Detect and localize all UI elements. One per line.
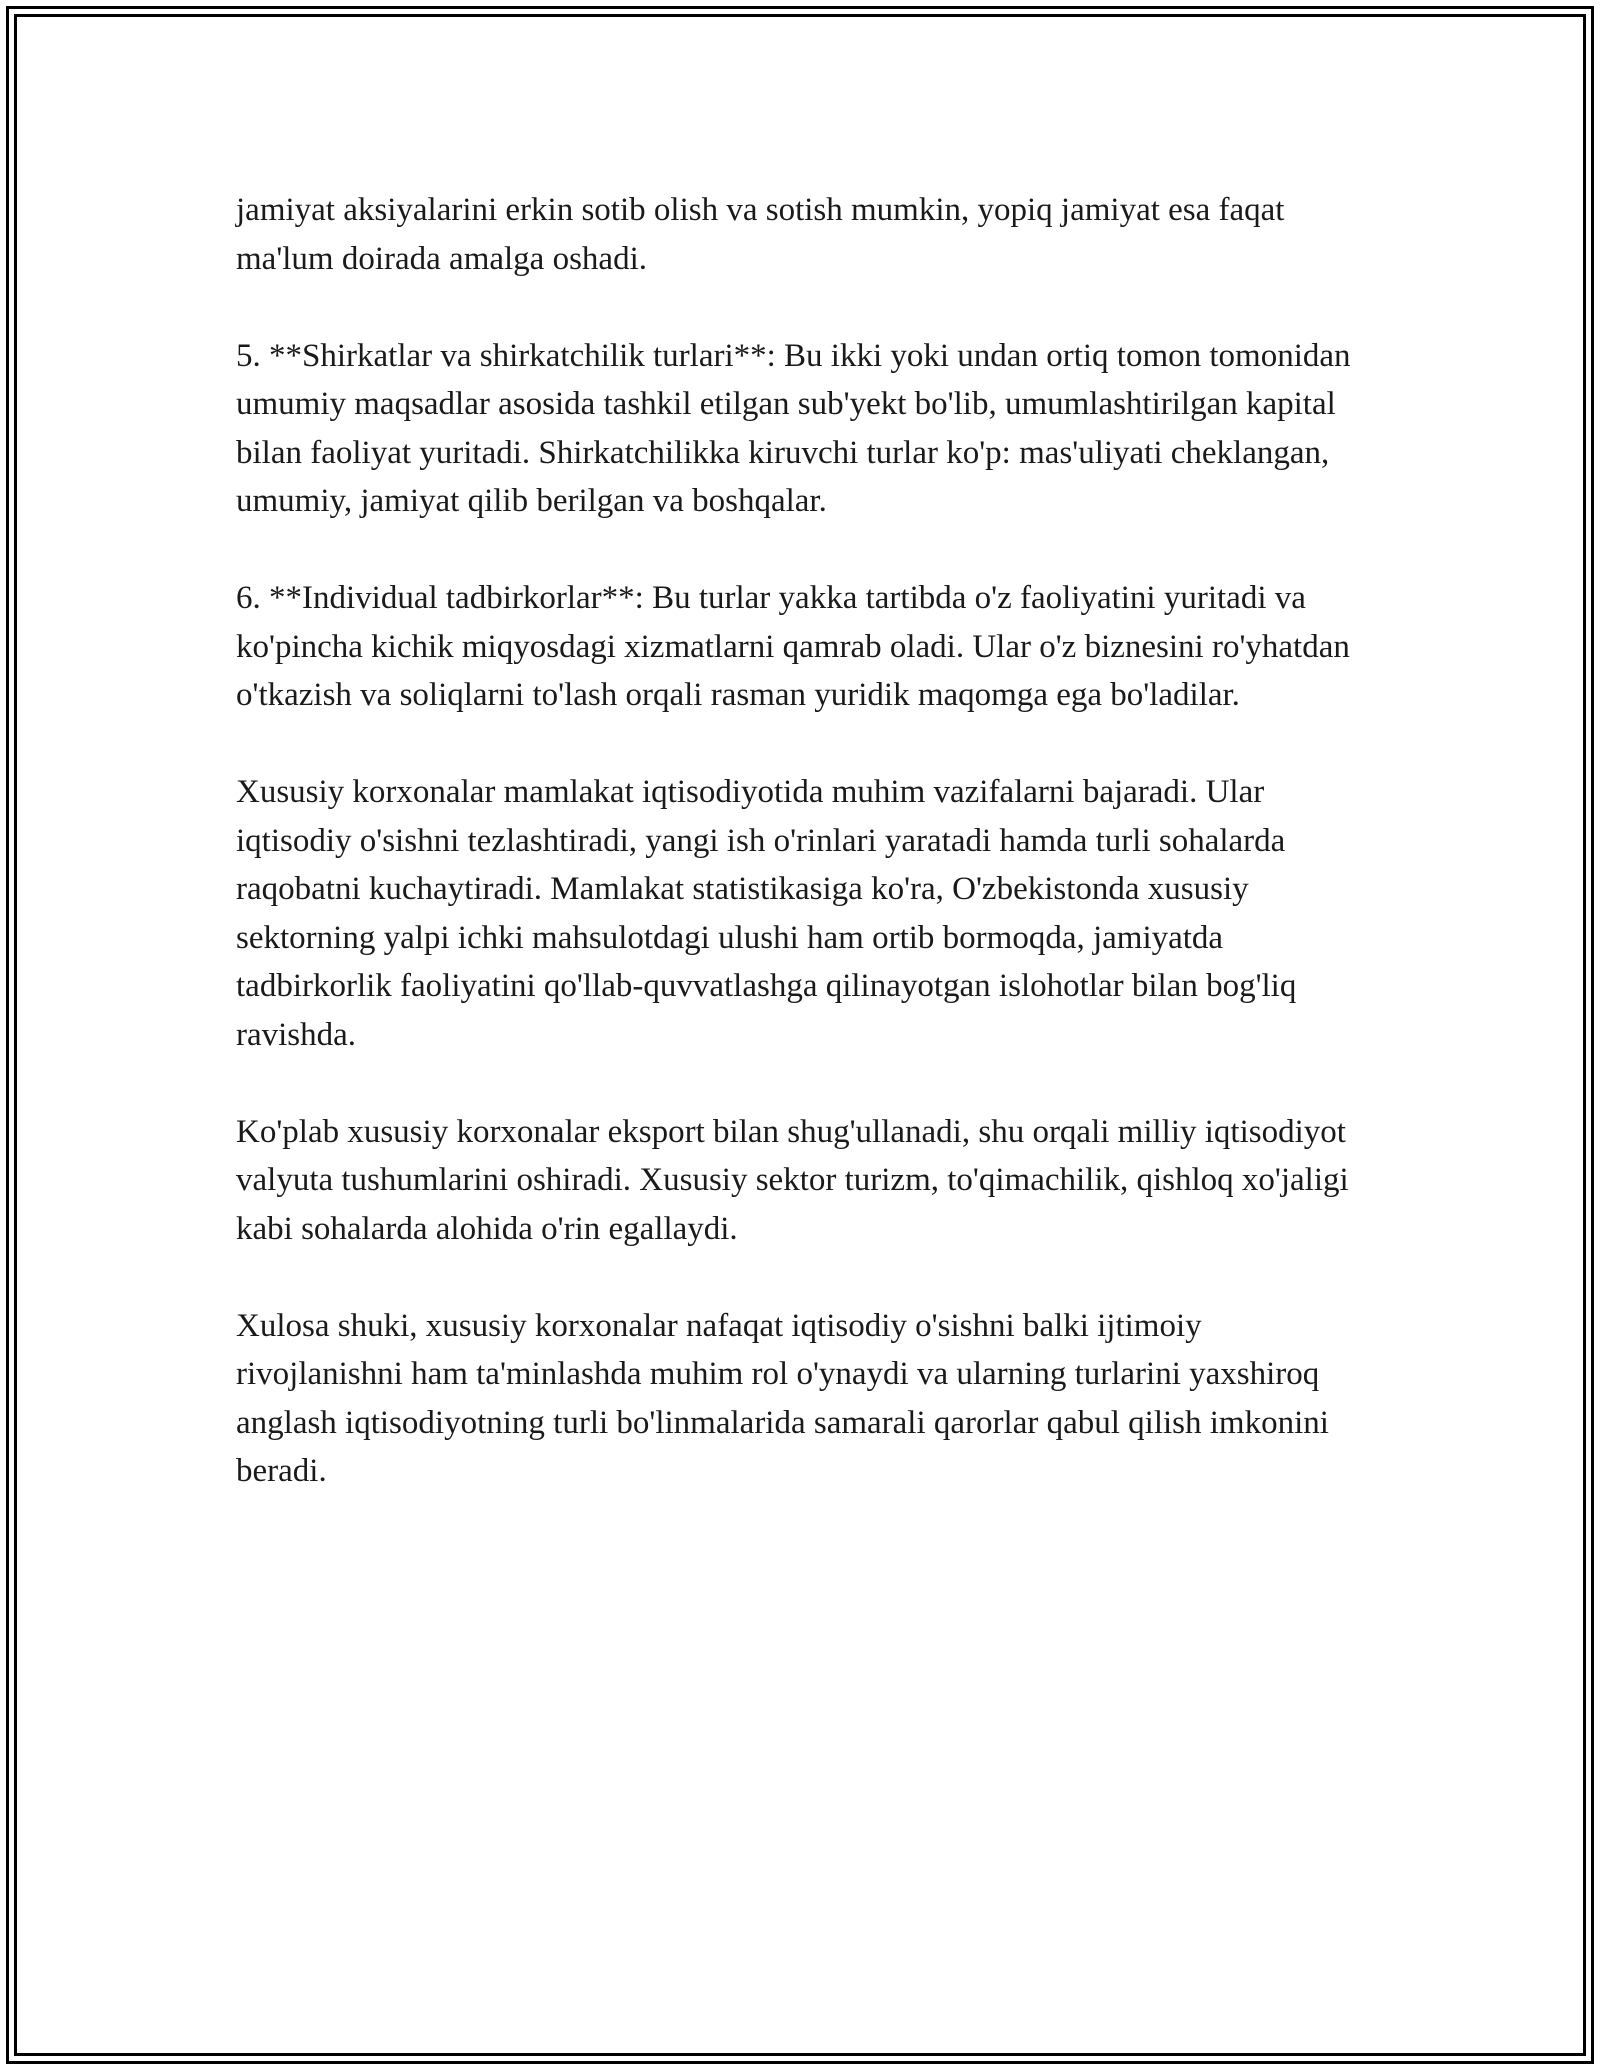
- paragraph-list-item-6: 6. **Individual tadbirkorlar**: Bu turlar yakka tartibda o'z faoliyatini yuritadi va ko'pincha kichik miqyosdagi xizmatlarni qamrab oladi. Ular o'z biznesini ro'yhatdan o'tkazish va soliqlarni to'lash orqali rasman yuridik maqomga ega bo'ladilar.: [236, 580, 1350, 713]
- paragraph-list-item-5: 5. **Shirkatlar va shirkatchilik turlari**: Bu ikki yoki undan ortiq tomon tomonidan umumiy maqsadlar asosida tashkil etilgan sub'yekt bo'lib, umumlashtirilgan kapital bilan faoliyat yuritadi. Shirkatchilikka kiruvchi turlar ko'p: mas'uliyati cheklangan, umumiy, jamiyat qilib berilgan va boshqalar.: [236, 337, 1351, 519]
- paragraph-economy-role: Xususiy korxonalar mamlakat iqtisodiyotida muhim vazifalarni bajaradi. Ular iqtisodiy o'sishni tezlashtiradi, yangi ish o'rinlari yaratadi hamda turli sohalarda raqobatni kuchaytiradi. Mamlakat statistikasiga ko'ra, O'zbekistonda xususiy sektorning yalpi ichki mahsulotdagi ulushi ham ortib bormoqda, jamiyatda tadbirkorlik faoliyatini qo'llab-quvvatlashga qilinayotgan islohotlar bilan bog'liq ravishda.: [236, 774, 1297, 1053]
- paragraph-conclusion: Xulosa shuki, xususiy korxonalar nafaqat iqtisodiy o'sishni balki ijtimoiy rivojlanishni ham ta'minlashda muhim rol o'ynaydi va ularning turlarini yaxshiroq anglash iqtisodiyotning turli bo'linmalarida samarali qarorlar qabul qilish imkonini beradi.: [236, 1307, 1329, 1489]
- paragraph-export: Ko'plab xususiy korxonalar eksport bilan shug'ullanadi, shu orqali milliy iqtisodiyot valyuta tushumlarini oshiradi. Xususiy sektor turizm, to'qimachilik, qishloq xo'jaligi kabi sohalarda alohida o'rin egallaydi.: [236, 1113, 1349, 1247]
- paragraph-continuation: jamiyat aksiyalarini erkin sotib olish va sotish mumkin, yopiq jamiyat esa faqat ma'lum doirada amalga oshadi.: [236, 192, 1285, 277]
- document-body: [236, 186, 1366, 1496]
